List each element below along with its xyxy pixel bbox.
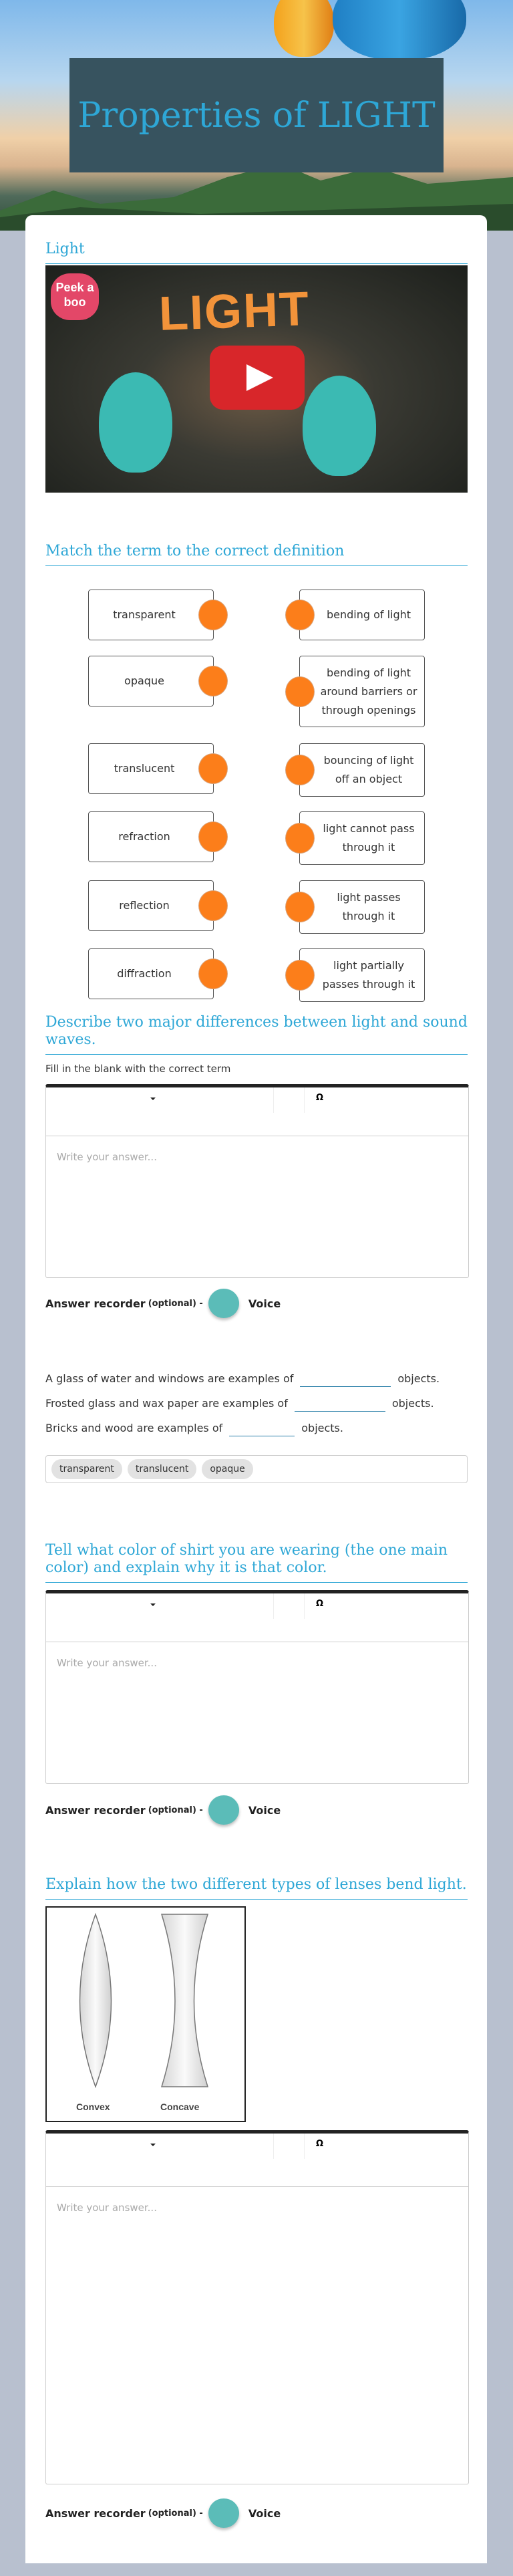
orange-balloon-image (274, 0, 334, 57)
match-term[interactable]: refraction (88, 811, 214, 862)
sentence-after: objects. (301, 1422, 343, 1434)
definition-connector-dot[interactable] (285, 600, 315, 630)
word-chip[interactable]: opaque (202, 1459, 252, 1479)
recorder-label: Answer recorder (45, 2506, 146, 2520)
match-definition[interactable]: light cannot pass through it (299, 811, 425, 865)
definition-connector-dot[interactable] (285, 960, 315, 991)
sentence-before: A glass of water and windows are examples of (45, 1372, 294, 1385)
section-heading: Light (45, 241, 468, 264)
match-term[interactable]: transparent (88, 590, 214, 640)
channel-logo: Peek a boo (51, 273, 99, 320)
blank-drop-zone[interactable] (229, 1422, 295, 1436)
instruction-text: Fill in the blank with the correct term (45, 1063, 231, 1075)
record-button[interactable] (208, 2498, 239, 2528)
word-bank (45, 1455, 468, 1483)
video-section (45, 241, 468, 264)
blank-drop-zone[interactable] (300, 1372, 391, 1387)
answer-editor[interactable] (45, 1590, 469, 1784)
dropdown-caret-icon[interactable] (150, 2144, 156, 2146)
match-term[interactable]: opaque (88, 656, 214, 706)
definition-connector-dot[interactable] (285, 676, 315, 707)
sentence-before: Bricks and wood are examples of (45, 1422, 223, 1434)
term-connector-dot[interactable] (198, 958, 228, 989)
word-chip[interactable]: transparent (51, 1459, 122, 1479)
term-connector-dot[interactable] (198, 666, 228, 696)
answer-textarea[interactable]: Write your answer... (57, 2202, 157, 2214)
matching-section (45, 543, 468, 566)
convex-label: Convex (76, 2101, 110, 2112)
character-right (303, 376, 376, 476)
q1-section (45, 1014, 468, 1075)
recorder-label: Answer recorder (45, 1803, 146, 1817)
special-character-button[interactable]: Ω (316, 1599, 324, 1609)
definition-connector-dot[interactable] (285, 892, 315, 922)
recorder-optional: (optional) - (148, 1805, 203, 1815)
concave-label: Concave (160, 2101, 200, 2112)
page-title: Properties of LIGHT (77, 95, 436, 136)
match-definition[interactable]: bending of light around barriers or through openings (299, 656, 425, 727)
answer-recorder (45, 2498, 281, 2528)
editor-toolbar (46, 2134, 468, 2187)
answer-recorder (45, 1289, 281, 1318)
fill-sentence (45, 1391, 434, 1416)
convex-lens (80, 1914, 112, 2087)
section-heading: Describe two major differences between light and sound waves. (45, 1014, 468, 1055)
match-term[interactable]: reflection (88, 880, 214, 931)
section-heading: Match the term to the correct definition (45, 543, 468, 566)
recorder-optional: (optional) - (148, 2508, 203, 2519)
fill-sentence (45, 1366, 440, 1392)
fill-sentence (45, 1416, 343, 1441)
record-button[interactable] (208, 1289, 239, 1318)
video-player[interactable] (45, 265, 468, 493)
dropdown-caret-icon[interactable] (150, 1603, 156, 1606)
special-character-button[interactable]: Ω (316, 1093, 324, 1103)
match-definition[interactable]: light partially passes through it (299, 948, 425, 1002)
term-connector-dot[interactable] (198, 821, 228, 852)
match-term[interactable]: translucent (88, 743, 214, 794)
definition-connector-dot[interactable] (285, 823, 315, 854)
special-character-button[interactable]: Ω (316, 2139, 324, 2149)
sentence-after: objects. (391, 1397, 434, 1410)
answer-recorder (45, 1795, 281, 1825)
term-connector-dot[interactable] (198, 753, 228, 784)
character-left (99, 372, 172, 473)
answer-textarea[interactable]: Write your answer... (57, 1151, 157, 1163)
youtube-play-icon[interactable] (210, 346, 305, 410)
page-title-box (69, 58, 444, 172)
blue-balloon-image (333, 0, 466, 60)
answer-editor[interactable] (45, 1084, 469, 1278)
term-connector-dot[interactable] (198, 600, 228, 630)
record-button[interactable] (208, 1795, 239, 1825)
match-definition[interactable]: bouncing of light off an object (299, 743, 425, 797)
dropdown-caret-icon[interactable] (150, 1098, 156, 1100)
voice-label: Voice (248, 1297, 281, 1310)
blank-drop-zone[interactable] (295, 1397, 385, 1412)
section-heading: Explain how the two different types of lenses bend light. (45, 1876, 468, 1900)
editor-toolbar (46, 1593, 468, 1642)
voice-label: Voice (248, 1803, 281, 1817)
term-connector-dot[interactable] (198, 890, 228, 921)
voice-label: Voice (248, 2506, 281, 2520)
q3-section (45, 1876, 468, 1900)
editor-toolbar (46, 1087, 468, 1136)
word-chip[interactable]: translucent (128, 1459, 196, 1479)
match-definition[interactable]: light passes through it (299, 880, 425, 934)
section-heading: Tell what color of shirt you are wearing (the one main color) and explain why it is that color. (45, 1542, 468, 1583)
sentence-after: objects. (397, 1372, 440, 1385)
concave-lens (162, 1914, 208, 2087)
recorder-label: Answer recorder (45, 1297, 146, 1310)
q2-section (45, 1542, 468, 1583)
worksheet-card (25, 215, 487, 2563)
recorder-optional: (optional) - (148, 1298, 203, 1309)
match-definition[interactable]: bending of light (299, 590, 425, 640)
lens-shapes (47, 1908, 244, 2098)
sentence-before: Frosted glass and wax paper are examples of (45, 1397, 288, 1410)
video-title-art: LIGHT (158, 282, 311, 341)
answer-editor[interactable] (45, 2130, 469, 2484)
lens-diagram (45, 1906, 246, 2122)
match-term[interactable]: diffraction (88, 948, 214, 999)
definition-connector-dot[interactable] (285, 755, 315, 785)
answer-textarea[interactable]: Write your answer... (57, 1657, 157, 1669)
